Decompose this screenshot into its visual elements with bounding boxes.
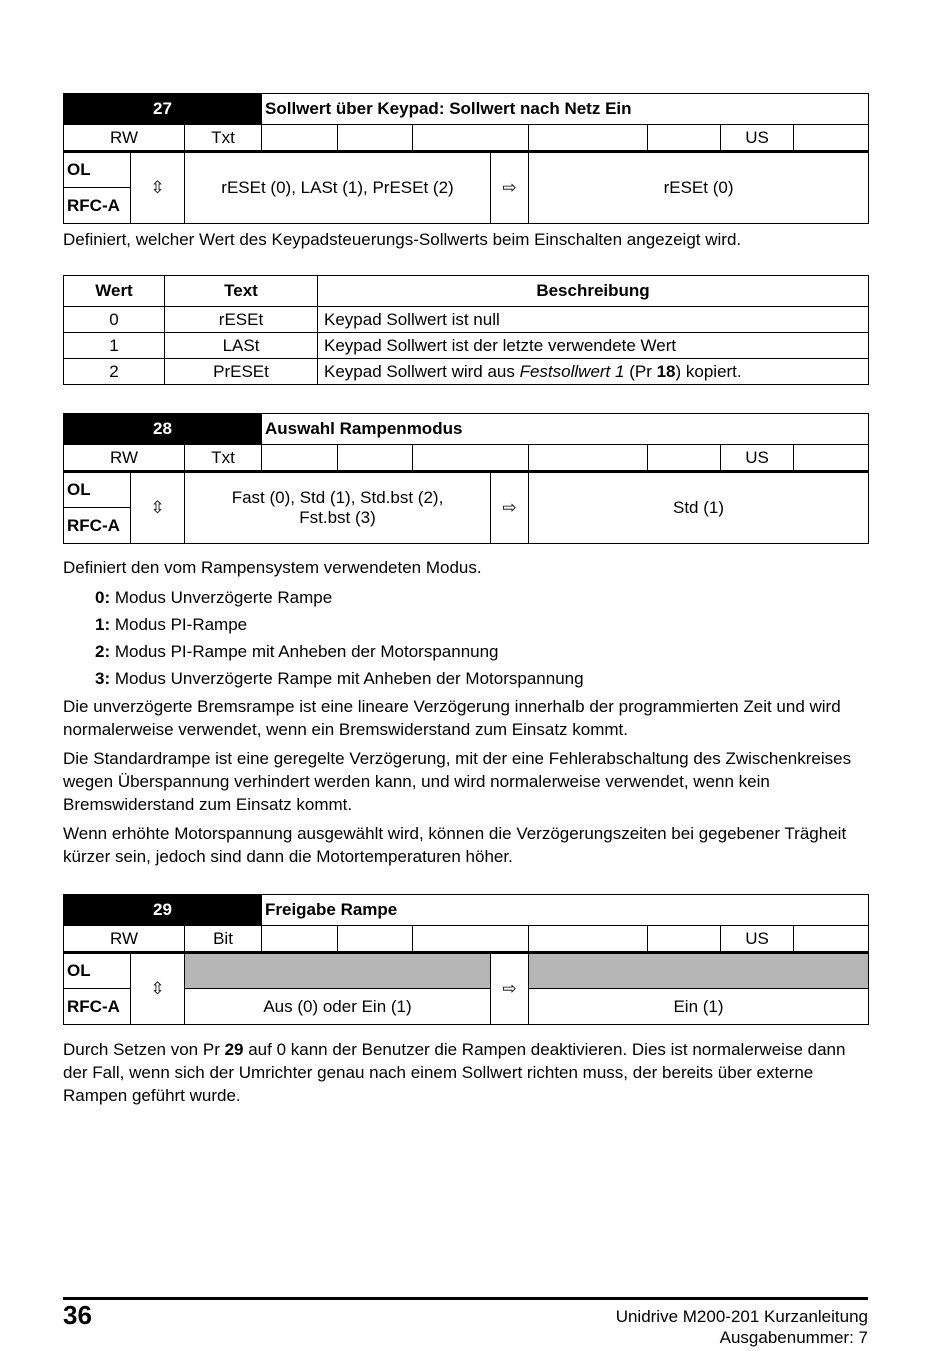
bidirectional-icon: ⇳ [131, 953, 185, 1025]
param-29-table [63, 894, 869, 1025]
desc-cell: Keypad Sollwert ist null [318, 307, 869, 333]
empty-cell [529, 125, 648, 152]
empty-cell [529, 926, 648, 953]
text-cell: LASt [165, 333, 318, 359]
wert-cell: 0 [64, 307, 165, 333]
mode-ol: OL [64, 152, 131, 188]
mode-key: 0: [95, 588, 111, 607]
empty-cell [338, 445, 413, 472]
empty-cell [413, 125, 529, 152]
mode-item [95, 667, 584, 690]
mode-text: Modus Unverzögerte Rampe [110, 588, 333, 607]
type-cell: Bit [185, 926, 262, 953]
desc-bold: 18 [656, 361, 676, 381]
desc-mid: (Pr [624, 361, 657, 381]
range-cell: Aus (0) oder Ein (1) [185, 989, 491, 1025]
desc-emphasis: Festsollwert 1 [519, 361, 625, 381]
param-number: 28 [64, 414, 262, 445]
mode-key: 3: [95, 669, 111, 688]
paragraph: Wenn erhöhte Motorspannung ausgewählt wird, können die Verzögerungszeiten bei gegebener Trägheit kürzer sein, jedoch sind dann die Motortemperaturen höher. [63, 824, 847, 866]
empty-cell [413, 926, 529, 953]
bidirectional-icon: ⇳ [131, 472, 185, 544]
value-table [63, 275, 869, 385]
mode-ol: OL [64, 472, 131, 508]
range-cell: rESEt (0), LASt (1), PrESEt (2) [185, 152, 491, 224]
gray-default-cell [529, 953, 869, 989]
edition: Ausgabenummer: 7 [719, 1328, 868, 1347]
range-line-2: Fst.bst (3) [299, 508, 376, 527]
table-row [64, 359, 869, 385]
param-title: Auswahl Rampenmodus [262, 414, 869, 445]
gray-range-cell [185, 953, 491, 989]
flag-cell: US [721, 125, 794, 152]
table-row [64, 333, 869, 359]
access-cell: RW [64, 445, 185, 472]
default-arrow-icon: ⇨ [491, 953, 529, 1025]
param-29-description [63, 1038, 873, 1107]
empty-cell [794, 445, 869, 472]
param-27-table [63, 93, 869, 224]
range-cell [185, 472, 491, 544]
paragraph: Die Standardrampe ist eine geregelte Verzögerung, mit der eine Fehlerabschaltung des Zwischenkreises wegen Überspannung verhindert werden kann, und wird normalerweise verwendet, wenn kein Bremswiderstand zum Einsatz kommt. [63, 749, 852, 814]
empty-cell [794, 926, 869, 953]
mode-text: Modus PI-Rampe mit Anheben der Motorspannung [110, 642, 499, 661]
mode-key: 1: [95, 615, 111, 634]
empty-cell [413, 445, 529, 472]
mode-ol: OL [64, 953, 131, 989]
mode-rfc: RFC-A [64, 508, 131, 544]
mode-key: 2: [95, 642, 111, 661]
desc-cell: Keypad Sollwert ist der letzte verwendete Wert [318, 333, 869, 359]
mode-rfc: RFC-A [64, 989, 131, 1025]
desc-post: ) kopiert. [675, 361, 742, 381]
mode-item [95, 586, 332, 609]
param-27-description: Definiert, welcher Wert des Keypadsteuerungs-Sollwerts beim Einschalten angezeigt wird. [63, 230, 742, 249]
text-cell: rESEt [165, 307, 318, 333]
table-row [64, 307, 869, 333]
doc-title: Unidrive M200-201 Kurzanleitung [615, 1307, 868, 1326]
header-wert: Wert [64, 276, 165, 307]
param-28-table [63, 413, 869, 544]
empty-cell [529, 445, 648, 472]
mode-rfc: RFC-A [64, 188, 131, 224]
wert-cell: 2 [64, 359, 165, 385]
text-cell: PrESEt [165, 359, 318, 385]
desc-pre: Keypad Sollwert wird aus [324, 361, 520, 381]
type-cell: Txt [185, 445, 262, 472]
empty-cell [338, 125, 413, 152]
empty-cell [262, 125, 338, 152]
empty-cell [262, 445, 338, 472]
paragraph: Die unverzögerte Bremsrampe ist eine lineare Verzögerung innerhalb der programmierten Zeit und wird normalerweise verwendet, wenn ein Bremswiderstand zum Einsatz kommt. [63, 697, 841, 739]
empty-cell [262, 926, 338, 953]
default-cell: Ein (1) [529, 989, 869, 1025]
param-number: 29 [64, 895, 262, 926]
desc-pre: Durch Setzen von Pr [63, 1040, 225, 1059]
access-cell: RW [64, 926, 185, 953]
flag-cell: US [721, 445, 794, 472]
default-arrow-icon: ⇨ [491, 152, 529, 224]
mode-text: Modus Unverzögerte Rampe mit Anheben der Motorspannung [110, 669, 584, 688]
wert-cell: 1 [64, 333, 165, 359]
param-28-description: Definiert den vom Rampensystem verwendeten Modus. [63, 558, 482, 577]
empty-cell [794, 125, 869, 152]
access-cell: RW [64, 125, 185, 152]
param-number: 27 [64, 94, 262, 125]
mode-item [95, 613, 247, 636]
empty-cell [338, 926, 413, 953]
flag-cell: US [721, 926, 794, 953]
bidirectional-icon: ⇳ [131, 152, 185, 224]
param-title: Freigabe Rampe [262, 895, 869, 926]
type-cell: Txt [185, 125, 262, 152]
page-number: 36 [63, 1300, 92, 1330]
empty-cell [648, 125, 721, 152]
mode-item [95, 640, 499, 663]
header-text: Text [165, 276, 318, 307]
desc-post: auf 0 kann der Benutzer die Rampen deaktivieren. Dies ist normalerweise dann der Fall, wenn sich der Umrichter genau nach einem Sollwert richten muss, der bereits über externe Rampen geführt wurde. [63, 1040, 846, 1105]
desc-cell [318, 359, 869, 385]
header-beschreibung: Beschreibung [318, 276, 869, 307]
default-cell: rESEt (0) [529, 152, 869, 224]
footer-rule [63, 1297, 868, 1300]
range-line-1: Fast (0), Std (1), Std.bst (2), [231, 488, 444, 507]
empty-cell [648, 926, 721, 953]
empty-cell [648, 445, 721, 472]
mode-text: Modus PI-Rampe [110, 615, 248, 634]
desc-bold: 29 [224, 1040, 244, 1059]
param-title: Sollwert über Keypad: Sollwert nach Netz Ein [262, 94, 869, 125]
default-arrow-icon: ⇨ [491, 472, 529, 544]
default-cell: Std (1) [529, 472, 869, 544]
